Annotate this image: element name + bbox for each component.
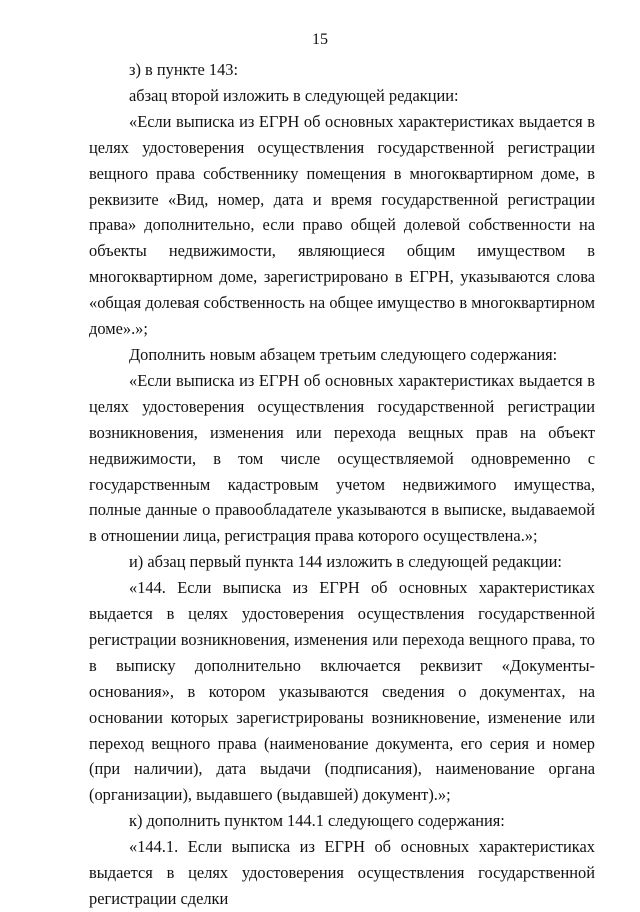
paragraph-instruction-add: Дополнить новым абзацем третьим следующего содержания: — [129, 344, 558, 364]
paragraph-item-i: и) абзац первый пункта 144 изложить в следующей редакции: — [129, 552, 562, 572]
paragraph-quote-third: «Если выписка из ЕГРН об основных характеристиках выдается в целях удостоверения осуществления государственной регистрации возникновения, изменения или перехода вещных прав на объект недвижимости, в том числе осуществляемой одновременно с государственным кадастровым учетом недвижимого имущества, полные данные о правообладателе указываются в выписке, выдаваемой в отношении лица, регистрация права которого осуществлена.»; — [89, 370, 595, 546]
paragraph-quote-144: «144. Если выписка из ЕГРН об основных характеристиках выдается в целях удостоверения осуществления государственной регистрации возникновения, изменения или перехода вещного права, то в выписку дополнительно включается реквизит «Документы-основания», в котором указываются сведения о документах, на основании которых зарегистрированы возникновение, изменение или переход вещного права (наименование документа, его серия и номер (при наличии), дата выдачи (подписания), наименование органа (организации), выдавшего (выдавшей) документ).»; — [89, 578, 595, 805]
page-number: 15 — [312, 31, 328, 48]
paragraph-quote-143: «Если выписка из ЕГРН об основных характеристиках выдается в целях удостоверения осуществления государственной регистрации вещного права собственнику помещения в многоквартирном доме, в реквизите «Вид, номер, дата и время государственной регистрации права» дополнительно, если право общей долевой собственности на объекты недвижимости, являющиеся общим имуществом в многоквартирном доме, зарегистрировано в ЕГРН, указываются слова «общая долевая собственность на общее имущество в многоквартирном доме».»; — [89, 111, 595, 339]
document-body — [89, 57, 595, 912]
paragraph-quote-144-1: «144.1. Если выписка из ЕГРН об основных характеристиках выдается в целях удостоверения осуществления государственной регистрации сделки — [89, 837, 595, 908]
paragraph-item-k: к) дополнить пунктом 144.1 следующего содержания: — [129, 811, 505, 831]
paragraph-instruction: абзац второй изложить в следующей редакции: — [129, 85, 459, 105]
paragraph-item-z: з) в пункте 143: — [129, 60, 239, 79]
